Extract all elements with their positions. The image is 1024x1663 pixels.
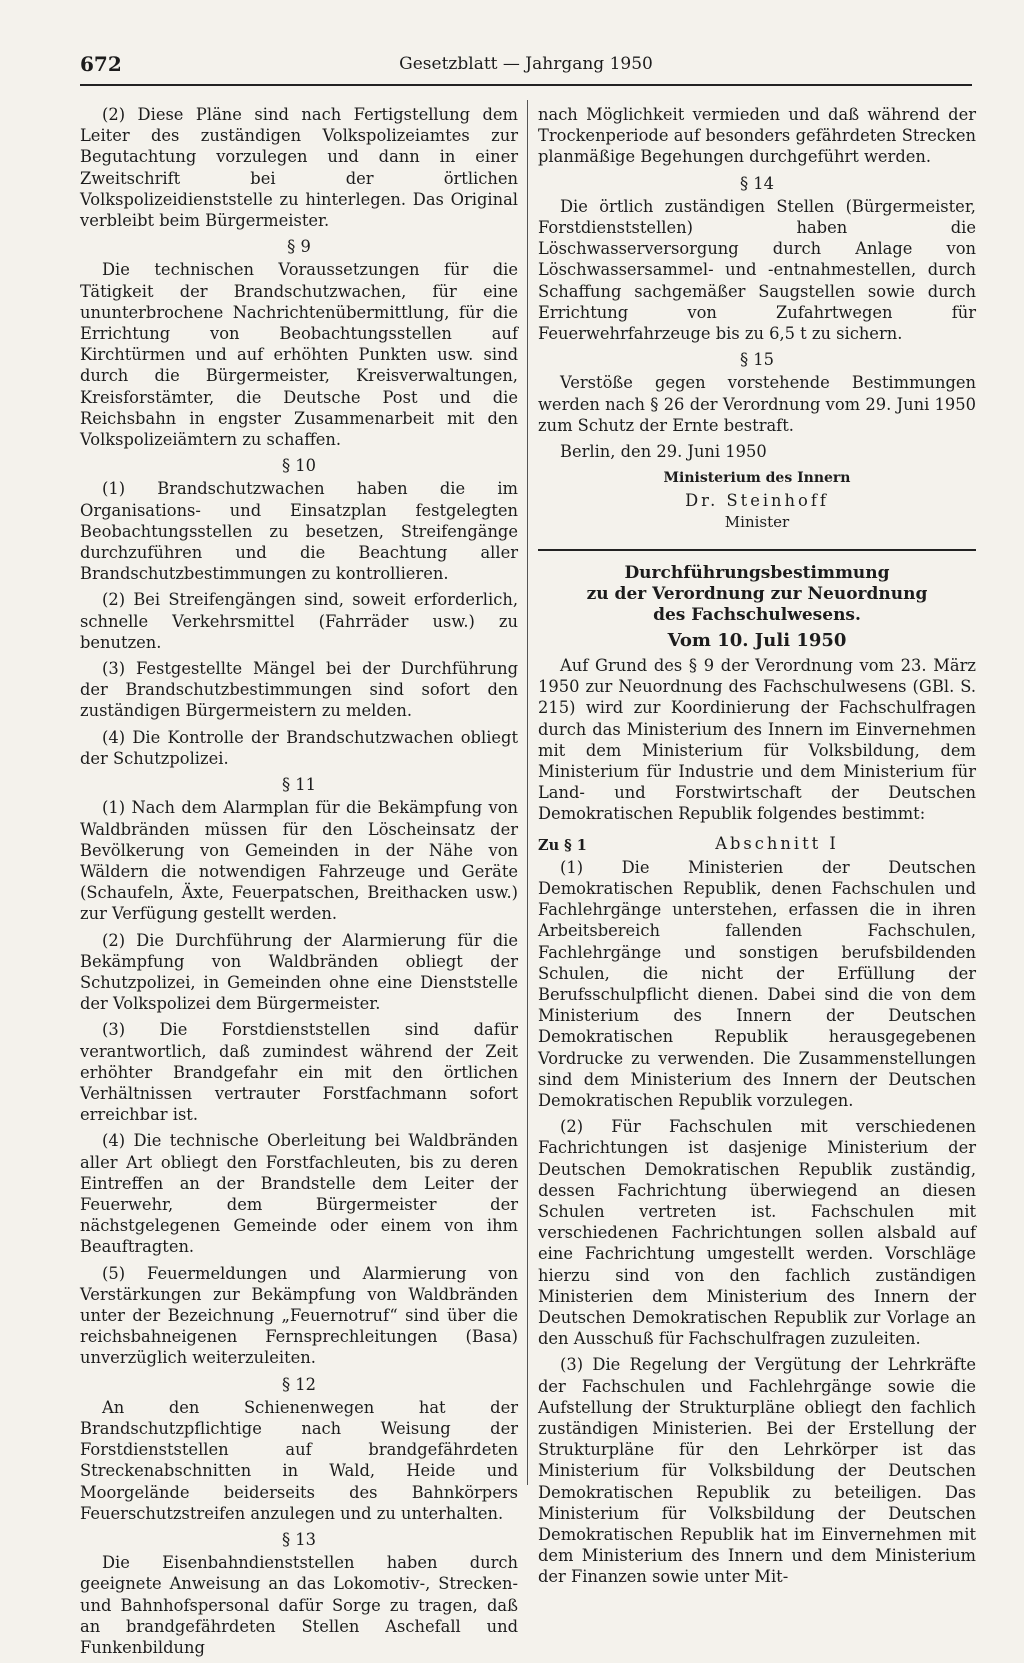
section-heading: § 9: [287, 237, 311, 257]
right-column: [538, 104, 976, 1593]
paragraph: (2) Die Durchführung der Alarmierung für die Bekämpfung von Waldbränden obliegt der Schutzpolizei, in Gemeinden ohne eine Dienststelle der Volkspolizei dem Bürgermeister.: [80, 930, 518, 1014]
section-heading: § 12: [281, 1374, 317, 1394]
paragraph: Die technischen Voraussetzungen für die Tätigkeit der Brandschutzwachen, für eine ununterbrochene Nachrichtenübermittlung, für die Errichtung von Beobachtungsstellen auf Kirchtürmen und auf erhöhten Punkten usw. sind durch die Bürgermeister, Kreisverwaltungen, Kreisforstämter, die Deutsche Post und die Reichsbahn in engster Zusammenarbeit mit den Volkspolizeiämtern zu schaffen.: [80, 260, 518, 450]
paragraph: (1) Brandschutzwachen haben die im Organisations- und Einsatzplan festgelegten Beobachtungsstellen zu besetzen, Streifengänge durchzuführen und die Beachtung aller Brandschutzbestimmungen zu kontrollieren.: [80, 479, 518, 584]
abschnitt-heading-row: [538, 833, 976, 855]
paragraph: Die Eisenbahndienststellen haben durch geeignete Anweisung an das Lokomotiv-, Strecken- und Bahnhofspersonal dafür Sorge zu tragen, daß an brandgefährdeten Stellen Aschefall und Funkenbildung: [80, 1553, 518, 1658]
signature-name: Dr. Steinhoff: [685, 491, 829, 511]
paragraph: (3) Die Forstdienststellen sind dafür verantwortlich, daß zumindest während der Zeit erhöhter Brandgefahr ein mit den örtlichen Verhältnissen vertrauter Forstfachmann sofort erreichbar ist.: [80, 1020, 518, 1125]
page-header: [80, 50, 972, 86]
paragraph: nach Möglichkeit vermieden und daß während der Trockenperiode auf besonders gefährdeten Strecken planmäßige Begehungen durchgeführt werden.: [538, 105, 976, 167]
document-title-line: des Fachschulwesens.: [653, 604, 861, 625]
place-date: Berlin, den 29. Juni 1950: [560, 442, 767, 462]
zu-section-label: Zu § 1: [538, 836, 587, 854]
paragraph: (4) Die Kontrolle der Brandschutzwachen obliegt der Schutzpolizei.: [80, 727, 518, 768]
section-heading: § 11: [281, 775, 317, 795]
signature-title: Minister: [724, 512, 790, 531]
paragraph: (1) Die Ministerien der Deutschen Demokratischen Republik, denen Fachschulen und Fachlehrgänge unterstehen, erfassen die in ihren Arbeitsbereich fallenden Fachschulen, Fachlehrgänge und sonstigen berufsbildenden Schulen, die nicht der Erfüllung der Berufsschulpflicht dienen. Dabei sind die von dem Ministerium des Innern der Deutschen Demokratischen Republik herausgegebenen Vordrucke zu verwenden. Die Zusammenstellungen sind dem Ministerium des Innern der Deutschen Demokratischen Republik vorzulegen.: [538, 857, 976, 1110]
document-title-line: zu der Verordnung zur Neuordnung: [586, 583, 928, 604]
paragraph: (2) Für Fachschulen mit verschiedenen Fachrichtungen ist dasjenige Ministerium der Deutschen Demokratischen Republik zuständig, dessen Fachrichtung überwiegend an diesen Schulen vertreten ist. Fachschulen mit verschiedenen Fachrichtungen sollen alsbald auf eine Fachrichtung umgestellt werden. Vorschläge hierzu sind von den fachlich zuständigen Ministerien dem Ministerium des Innern der Deutschen Demokratischen Republik zur Vorlage an den Ausschuß für Fachschulfragen zuzuleiten.: [538, 1117, 976, 1349]
signature-organization: Ministerium des Innern: [663, 470, 851, 487]
paragraph: (3) Die Regelung der Vergütung der Lehrkräfte der Fachschulen und Fachlehrgänge sowie die Aufstellung der Strukturpläne obliegt den fachlich zuständigen Ministerien. Bei der Erstellung der Strukturpläne für den Lehrkörper ist das Ministerium für Volksbildung der Deutschen Demokratischen Republik zu beteiligen. Das Ministerium für Volksbildung der Deutschen Demokratischen Republik hat im Einvernehmen mit dem Ministerium des Innern und dem Ministerium der Finanzen sowie unter Mit-: [538, 1355, 976, 1587]
paragraph: Auf Grund des § 9 der Verordnung vom 23. März 1950 zur Neuordnung des Fachschulwesens (GBl. S. 215) wird zur Koordinierung der Fachschulfragen durch das Ministerium des Innern im Einvernehmen mit dem Ministerium für Volksbildung, dem Ministerium für Industrie und dem Ministerium für Land- und Forstwirtschaft der Deutschen Demokratischen Republik folgendes bestimmt:: [538, 656, 976, 824]
paragraph: Die örtlich zuständigen Stellen (Bürgermeister, Forstdienststellen) haben die Löschwasserversorgung durch Anlage von Löschwassersammel- und -entnahmestellen, durch Schaffung sachgemäßer Saugstellen sowie durch Errichtung von Zufahrtwegen für Feuerwehrfahrzeuge bis zu 6,5 t zu sichern.: [538, 196, 976, 344]
paragraph: Verstöße gegen vorstehende Bestimmungen werden nach § 26 der Verordnung vom 29. Juni 1950 zum Schutz der Ernte bestraft.: [538, 373, 976, 435]
column-divider: [527, 100, 528, 1485]
left-column: [80, 104, 518, 1663]
paragraph: An den Schienenwegen hat der Brandschutzpflichtige nach Weisung der Forstdienststellen auf brandgefährdeten Streckenabschnitten in Wald, Heide und Moorgelände beiderseits des Bahnkörpers Feuerschutzstreifen anzulegen und zu unterhalten.: [80, 1397, 518, 1523]
document-date: Vom 10. Juli 1950: [667, 629, 847, 651]
page-number: 672: [80, 52, 122, 76]
abschnitt-heading: Abschnitt I: [715, 833, 839, 853]
paragraph: (2) Diese Pläne sind nach Fertigstellung dem Leiter des zuständigen Volkspolizeiamtes zur Begutachtung vorzulegen und dann in einer Zweitschrift bei der örtlichen Volkspolizeidienststelle zu hinterlegen. Das Original verbleibt beim Bürgermeister.: [80, 105, 518, 231]
running-title: Gesetzblatt — Jahrgang 1950: [399, 54, 653, 74]
paragraph: (4) Die technische Oberleitung bei Waldbränden aller Art obliegt den Forstfachleuten, bis zu deren Eintreffen an der Brandstelle dem Leiter der Feuerwehr, dem Bürgermeister der nächstgelegenen Gemeinde oder einem von ihm Beauftragten.: [80, 1131, 518, 1257]
document-title-line: Durchführungsbestimmung: [624, 562, 890, 583]
section-heading: § 14: [739, 173, 775, 193]
section-heading: § 10: [281, 456, 317, 476]
section-heading: § 15: [739, 350, 775, 370]
section-rule: [538, 549, 976, 551]
paragraph: (1) Nach dem Alarmplan für die Bekämpfung von Waldbränden müssen für den Löscheinsatz der Bevölkerung von Gemeinden in der Nähe von Wäldern die notwendigen Fahrzeuge und Geräte (Schaufeln, Äxte, Feuerpatschen, Breithacken usw.) zur Verfügung gestellt werden.: [80, 798, 518, 924]
paragraph: (3) Festgestellte Mängel bei der Durchführung der Brandschutzbestimmungen sind sofort den zuständigen Bürgermeistern zu melden.: [80, 659, 518, 721]
paragraph: (5) Feuermeldungen und Alarmierung von Verstärkungen zur Bekämpfung von Waldbränden unter der Bezeichnung „Feuernotruf“ sind über die reichsbahneigenen Fernsprechleitungen (Basa) unverzüglich weiterzuleiten.: [80, 1263, 518, 1368]
section-heading: § 13: [281, 1530, 317, 1549]
paragraph: (2) Bei Streifengängen sind, soweit erforderlich, schnelle Verkehrsmittel (Fahrräder usw.) zu benutzen.: [80, 590, 518, 652]
